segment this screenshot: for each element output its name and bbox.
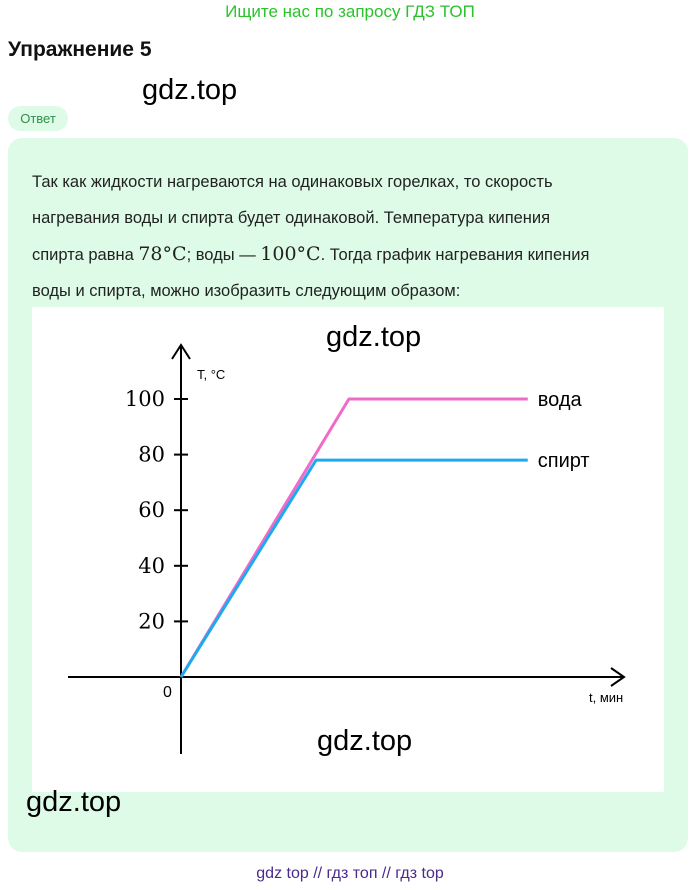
- answer-line: Так как жидкости нагреваются на одинаковых горелках, то скорость: [32, 173, 553, 191]
- answer-line: спирта равна 78°C; воды — 100°C. Тогда график нагревания кипения: [32, 243, 590, 265]
- watermark: gdz.top: [317, 725, 413, 757]
- chart-svg: [32, 307, 664, 792]
- heating-chart: [32, 307, 664, 792]
- y-tick-label: 20: [138, 609, 165, 634]
- series-label: спирт: [537, 450, 590, 473]
- page-title: Упражнение 5: [8, 38, 152, 61]
- y-tick-label: 100: [124, 387, 165, 411]
- y-tick-label: 40: [138, 553, 165, 578]
- origin-label: 0: [163, 684, 172, 701]
- footer-links[interactable]: gdz top // гдз топ // гдз top: [256, 865, 444, 882]
- x-axis-label: t, мин: [589, 690, 624, 705]
- y-tick-label: 60: [138, 498, 165, 523]
- answer-text: [32, 164, 662, 309]
- answer-line: нагревания воды и спирта будет одинаковой. Температура кипения: [32, 209, 551, 227]
- watermark: gdz.top: [326, 321, 422, 353]
- y-axis-label: T, °C: [197, 367, 226, 382]
- watermark: gdz.top: [142, 74, 238, 106]
- series-line: [181, 460, 528, 677]
- series-line: [181, 399, 528, 677]
- y-tick-label: 80: [138, 442, 165, 467]
- promo-banner[interactable]: Ищите нас по запросу ГДЗ ТОП: [225, 2, 475, 21]
- watermark: gdz.top: [26, 786, 122, 818]
- alcohol-boiling-temp: 78°C: [138, 243, 187, 265]
- water-boiling-temp: 100°C: [260, 243, 321, 265]
- answer-line: воды и спирта, можно изобразить следующим образом:: [32, 282, 461, 300]
- series-label: вода: [537, 389, 582, 411]
- answer-badge: Ответ: [8, 106, 68, 131]
